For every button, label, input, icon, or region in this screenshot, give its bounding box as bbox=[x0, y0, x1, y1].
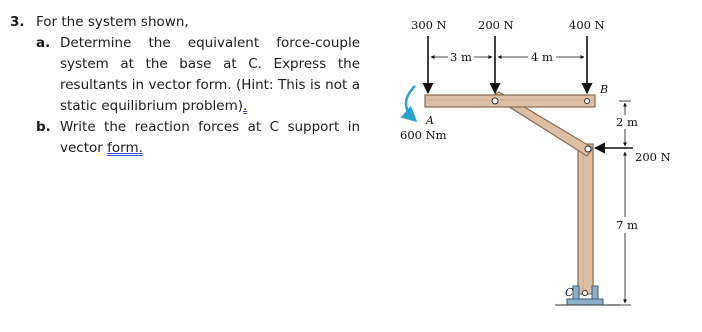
part-a bbox=[36, 33, 360, 117]
dimension-label-2m: 2 m bbox=[616, 115, 638, 129]
horizontal-beam bbox=[425, 95, 595, 107]
part-a-text bbox=[60, 33, 360, 117]
part-a-letter: a. bbox=[36, 35, 51, 51]
part-b-body: Write the reaction forces at C support in vector bbox=[60, 119, 360, 156]
part-b-underlined-word: form bbox=[107, 140, 139, 156]
dimension-label-3m: 3 m bbox=[450, 50, 472, 64]
pin-b bbox=[585, 99, 590, 104]
load-label-left: 300 N bbox=[411, 18, 447, 32]
point-label-c: C bbox=[565, 286, 574, 299]
dimension-label-4m: 4 m bbox=[531, 50, 553, 64]
question-header bbox=[10, 12, 360, 33]
base-pin bbox=[583, 291, 588, 296]
part-b-letter: b. bbox=[36, 119, 51, 135]
couple-label: 600 Nm bbox=[400, 128, 447, 142]
pin-brace-beam bbox=[492, 98, 498, 104]
frame-figure bbox=[395, 0, 695, 332]
point-label-a: A bbox=[426, 114, 434, 127]
base-bracket-left bbox=[573, 286, 579, 300]
part-b-end-mark: . bbox=[138, 140, 143, 156]
dimension-label-7m: 7 m bbox=[616, 218, 638, 232]
pin-brace-post bbox=[585, 146, 591, 152]
load-label-middle: 200 N bbox=[478, 18, 514, 32]
load-label-right: 400 N bbox=[569, 18, 605, 32]
part-b bbox=[36, 117, 360, 159]
part-b-text bbox=[60, 117, 360, 159]
load-label-horizontal: 200 N bbox=[635, 150, 671, 164]
question-intro: For the system shown, bbox=[36, 14, 189, 30]
couple-arrow bbox=[406, 86, 415, 120]
point-label-b: B bbox=[600, 83, 609, 96]
part-a-end-mark: . bbox=[243, 98, 248, 114]
problem-statement bbox=[10, 12, 360, 159]
part-a-body: Determine the equivalent force-couple system at the base at C. Express the resultants in vector form. (Hint: This is not a static equilibrium problem) bbox=[60, 35, 360, 114]
base-bracket-right bbox=[592, 286, 598, 300]
question-number: 3. bbox=[10, 14, 25, 30]
base-plate bbox=[567, 299, 603, 305]
vertical-post bbox=[578, 144, 593, 294]
